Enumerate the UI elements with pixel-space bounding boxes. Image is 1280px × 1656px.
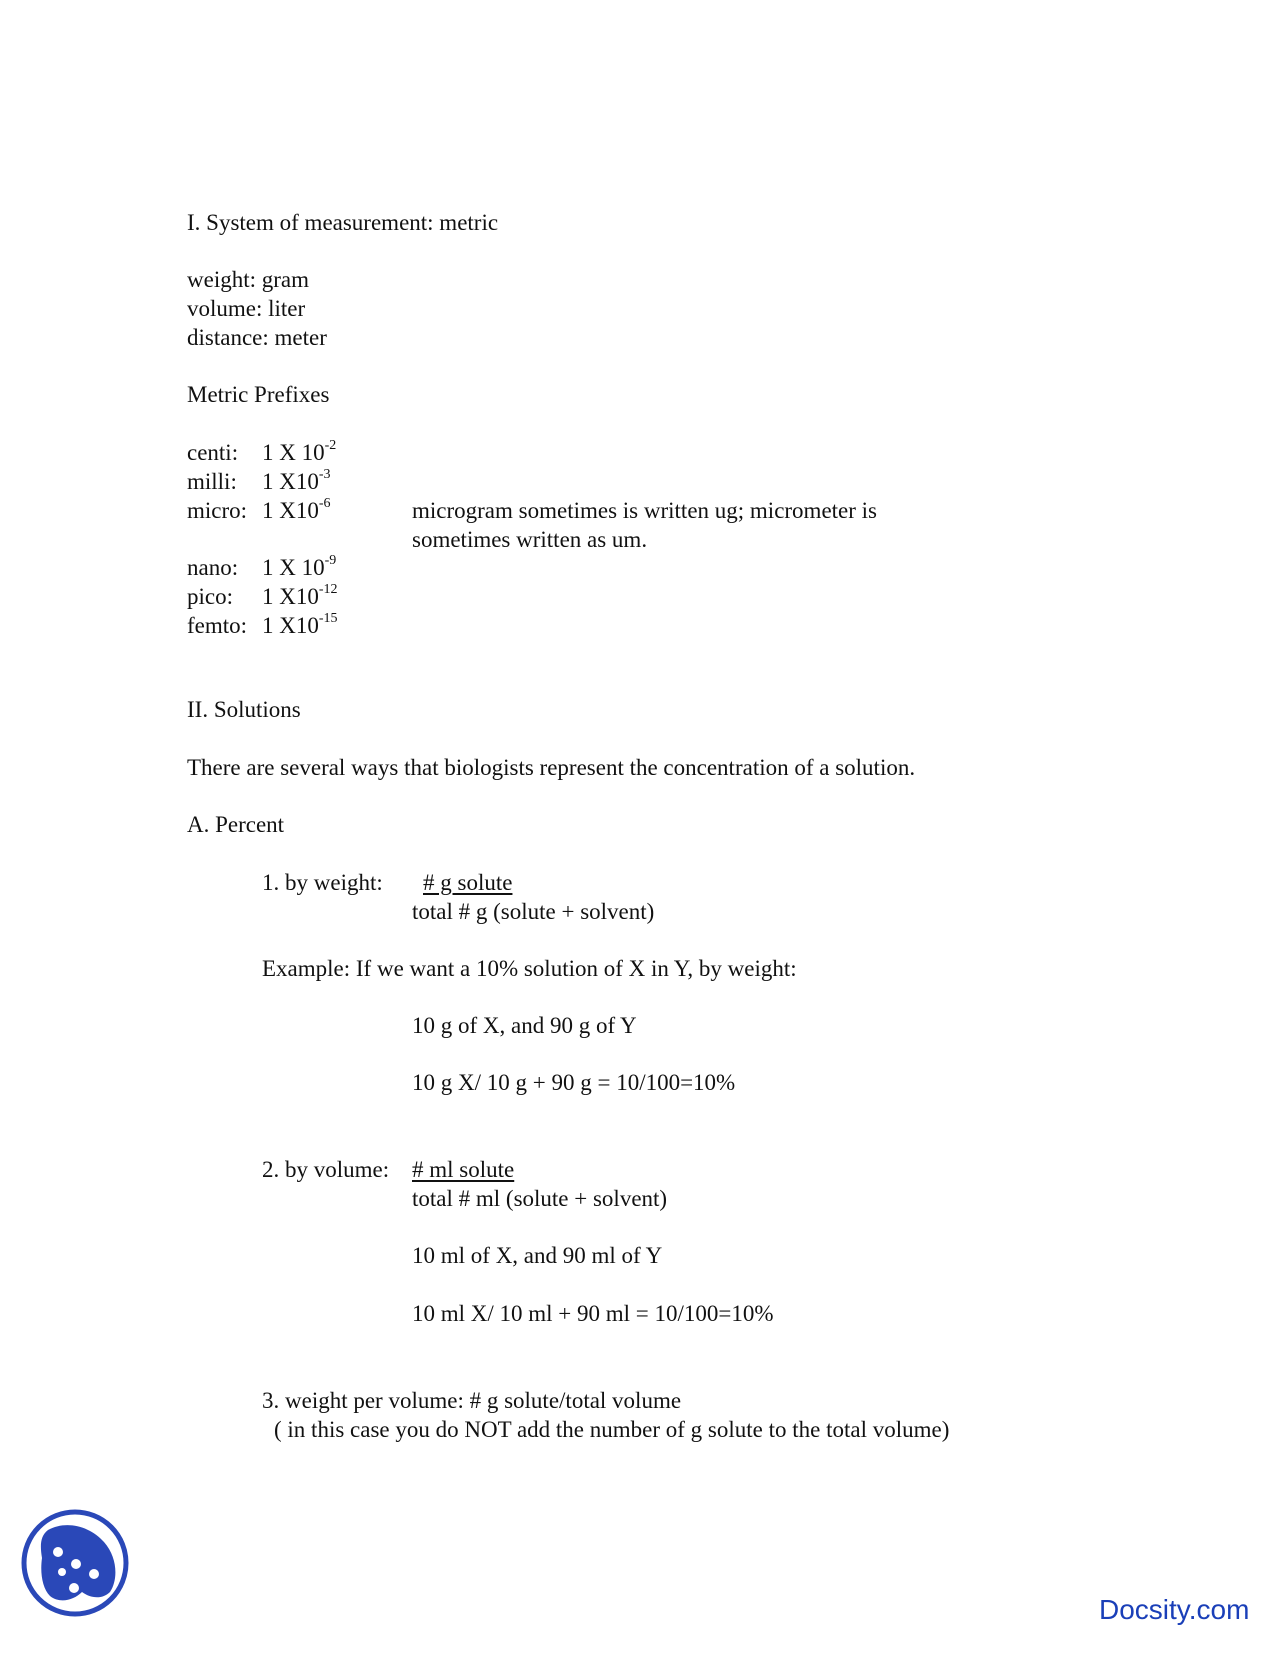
weight-per-volume-text: 3. weight per volume: # g solute/total volume	[262, 1388, 682, 1413]
prefix-value	[262, 438, 337, 465]
prefix-value	[262, 582, 338, 609]
prefix-label: micro:	[187, 498, 248, 523]
volume-example-line-2: 10 ml X/ 10 ml + 90 ml = 10/100=10%	[412, 1301, 774, 1326]
by-volume-label: 2. by volume:	[262, 1157, 390, 1182]
by-weight-label: 1. by weight:	[262, 870, 383, 895]
docsity-logo-icon	[20, 1508, 130, 1618]
subheading-percent: A. Percent	[187, 812, 285, 837]
prefix-exponent: -9	[324, 553, 337, 568]
weight-example-line-1: 10 g of X, and 90 g of Y	[412, 1013, 637, 1038]
prefix-label: pico:	[187, 584, 233, 609]
volume-example-line-1: 10 ml of X, and 90 ml of Y	[412, 1243, 663, 1268]
by-weight-denominator: total # g (solute + solvent)	[412, 899, 655, 924]
example-text: Example: If we want a 10% solution of X in Y, by weight:	[262, 956, 797, 981]
prefix-base: 1 X 10	[262, 440, 325, 465]
prefix-label: nano:	[187, 555, 239, 580]
by-weight-numerator: # g solute	[423, 870, 513, 895]
micro-note-line-2: sometimes written as um.	[412, 527, 648, 552]
prefix-value	[262, 611, 338, 638]
unit-distance: distance: meter	[187, 325, 327, 350]
logo-dot	[58, 1568, 66, 1576]
section-heading-metric: I. System of measurement: metric	[187, 210, 499, 235]
prefix-label: centi:	[187, 440, 239, 465]
prefix-base: 1 X10	[262, 584, 319, 609]
prefix-value	[262, 467, 331, 494]
docsity-brand-link[interactable]: Docsity.com	[1099, 1594, 1250, 1625]
weight-per-volume-note: ( in this case you do NOT add the number of g solute to the total volume)	[274, 1417, 950, 1442]
unit-volume: volume: liter	[187, 296, 306, 321]
prefix-label: femto:	[187, 613, 248, 638]
prefix-exponent: -15	[318, 611, 338, 626]
micro-note-line-1: microgram sometimes is written ug; micrometer is	[412, 498, 878, 523]
section-heading-solutions: II. Solutions	[187, 697, 301, 722]
logo-dot	[53, 1547, 63, 1557]
prefix-exponent: -2	[324, 438, 337, 453]
weight-example-line-2: 10 g X/ 10 g + 90 g = 10/100=10%	[412, 1070, 736, 1095]
solutions-intro: There are several ways that biologists represent the concentration of a solution.	[187, 755, 916, 780]
prefix-base: 1 X 10	[262, 555, 325, 580]
prefix-value	[262, 553, 337, 580]
prefix-base: 1 X10	[262, 613, 319, 638]
prefixes-title: Metric Prefixes	[187, 382, 330, 407]
logo-dot	[89, 1569, 99, 1579]
logo-dot	[69, 1583, 79, 1593]
unit-weight: weight: gram	[187, 267, 309, 292]
prefix-value	[262, 496, 331, 523]
prefix-base: 1 X10	[262, 469, 319, 494]
by-volume-numerator: # ml solute	[412, 1157, 515, 1182]
prefix-base: 1 X10	[262, 498, 319, 523]
prefix-exponent: -12	[318, 582, 338, 597]
prefix-exponent: -3	[318, 467, 331, 482]
logo-dot	[71, 1559, 81, 1569]
by-volume-denominator: total # ml (solute + solvent)	[412, 1186, 668, 1211]
prefix-label: milli:	[187, 469, 237, 494]
prefix-exponent: -6	[318, 496, 331, 511]
